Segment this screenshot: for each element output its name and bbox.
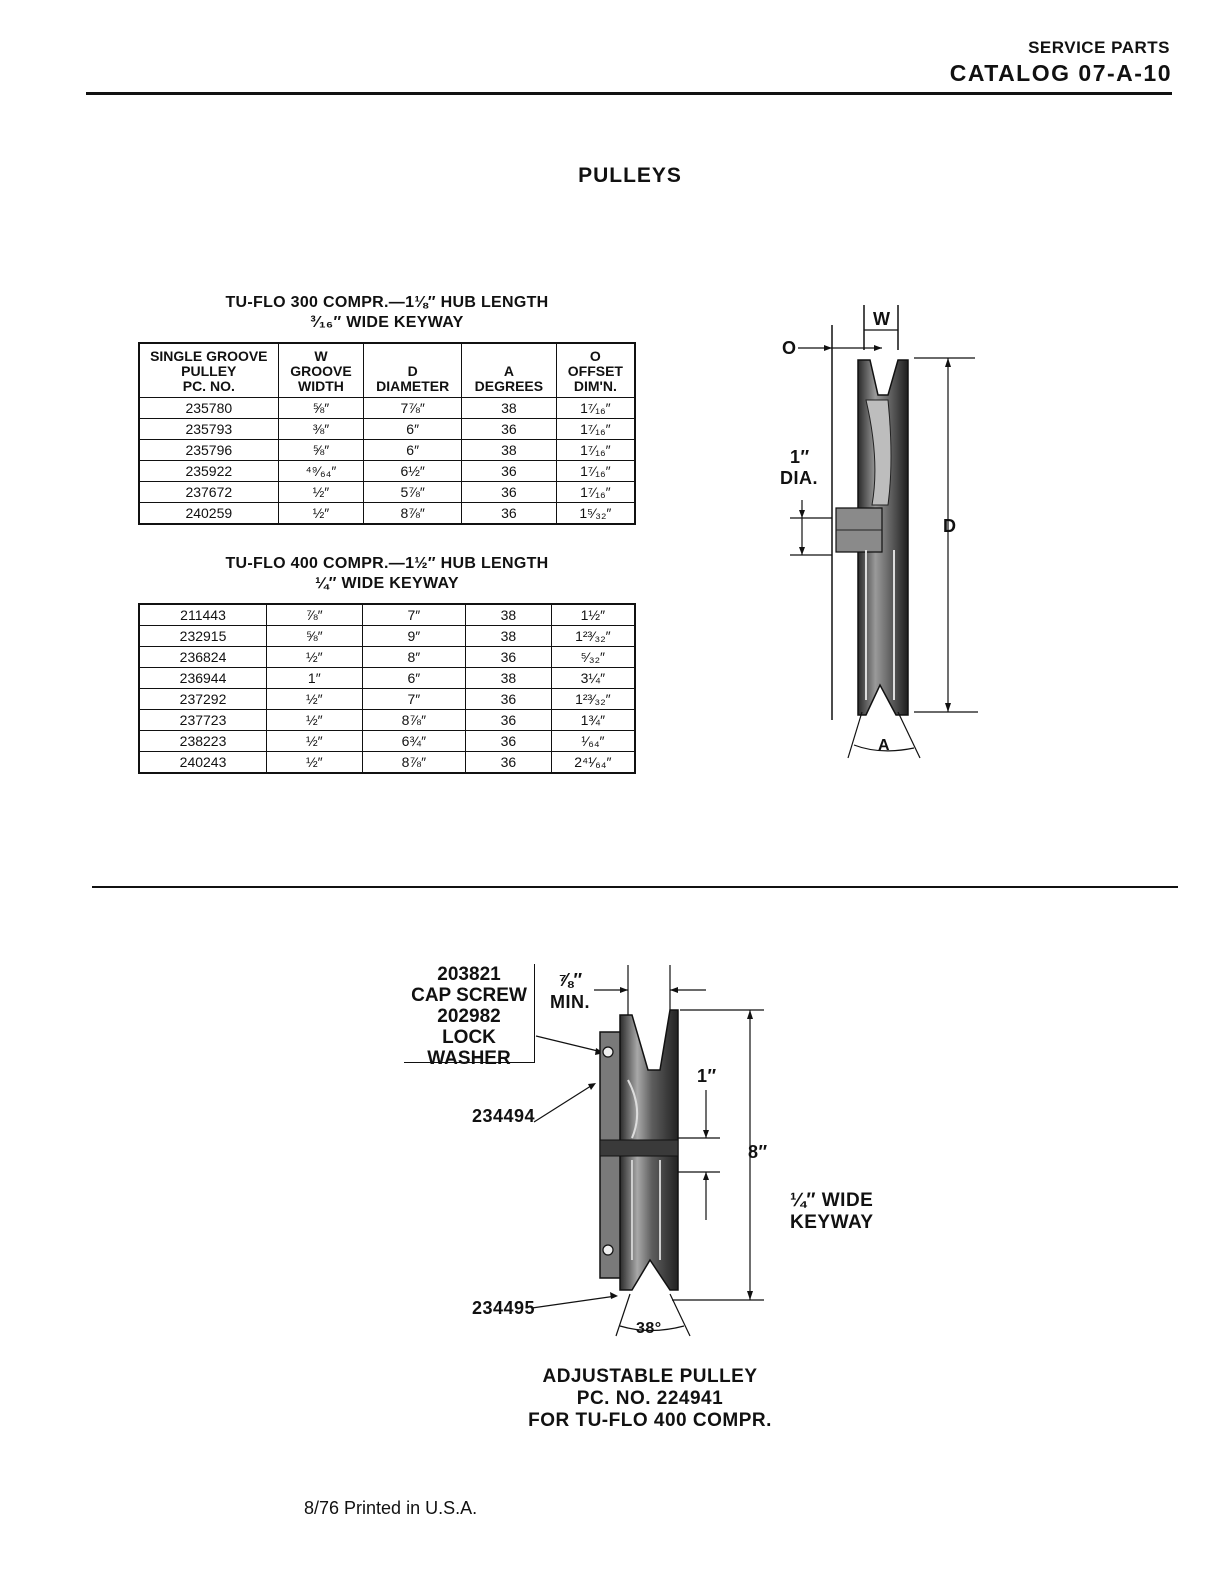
cell-diameter: 5⅞″ <box>364 481 462 502</box>
cell-groove-width: ½″ <box>267 689 363 710</box>
cell-offset: 2⁴¹⁄₆₄″ <box>551 752 635 774</box>
cell-offset: ⁵⁄₃₂″ <box>551 647 635 668</box>
header-groove-width <box>278 343 364 397</box>
cell-groove-width: ⅜″ <box>278 418 364 439</box>
keyway-note-line1: ¼″ WIDE <box>790 1190 874 1211</box>
cell-degrees: 36 <box>462 418 557 439</box>
cell-offset: 1²³⁄₃₂″ <box>551 626 635 647</box>
cell-diameter: 8⅞″ <box>362 710 466 731</box>
tu-flo-300-pulley-table <box>138 342 636 525</box>
cell-groove-width: ½″ <box>267 647 363 668</box>
groove-angle-label: 38° <box>636 1320 662 1337</box>
cell-pc-no: 232915 <box>139 626 267 647</box>
single-groove-pulley-diagram <box>770 300 990 770</box>
header-o-line1: O <box>589 347 601 364</box>
cell-degrees: 38 <box>462 439 557 460</box>
cell-degrees: 38 <box>466 668 552 689</box>
cell-offset: 1²³⁄₃₂″ <box>551 689 635 710</box>
cell-groove-width: ½″ <box>267 752 363 774</box>
cell-pc-no: 237292 <box>139 689 267 710</box>
table2-row <box>139 689 635 710</box>
cell-groove-width: ⁴⁹⁄₆₄″ <box>278 460 364 481</box>
header-w-line1: W <box>314 347 328 364</box>
table1-title <box>138 293 636 333</box>
header-d-line2: D <box>407 362 418 379</box>
cell-pc-no: 240243 <box>139 752 267 774</box>
header-w-line2: GROOVE <box>290 362 352 379</box>
cell-groove-width: ½″ <box>267 731 363 752</box>
cell-degrees: 36 <box>462 460 557 481</box>
cell-offset: 1¾″ <box>551 710 635 731</box>
cell-pc-no: 237723 <box>139 710 267 731</box>
cell-groove-width: ⅝″ <box>278 397 364 418</box>
table2-body <box>139 604 635 773</box>
cell-pc-no: 238223 <box>139 731 267 752</box>
cell-pc-no: 211443 <box>139 604 267 626</box>
w-label: W <box>873 309 891 329</box>
header-pc-no-line1: SINGLE GROOVE <box>150 347 268 364</box>
header-diameter <box>364 343 462 397</box>
caption-line3: FOR TU-FLO 400 COMPR. <box>528 1410 772 1431</box>
table2-row <box>139 731 635 752</box>
cell-diameter: 8″ <box>362 647 466 668</box>
cell-diameter: 7⅞″ <box>364 397 462 418</box>
cell-pc-no: 236944 <box>139 668 267 689</box>
table1-title-line2: ³⁄₁₆″ WIDE KEYWAY <box>310 314 464 331</box>
cell-diameter: 6″ <box>362 668 466 689</box>
cell-degrees: 36 <box>466 710 552 731</box>
table1-row <box>139 481 635 502</box>
table2-row <box>139 710 635 731</box>
cell-groove-width: ½″ <box>278 502 364 524</box>
hub-dia-label: DIA. <box>780 468 818 488</box>
cell-offset: 1⁷⁄₁₆″ <box>556 418 635 439</box>
table1-row <box>139 439 635 460</box>
cap-screw-part-no: 203821 <box>437 964 501 985</box>
cell-groove-width: ⅝″ <box>278 439 364 460</box>
cell-pc-no: 237672 <box>139 481 278 502</box>
cell-diameter: 6¾″ <box>362 731 466 752</box>
cell-degrees: 38 <box>466 604 552 626</box>
a-label: A <box>878 737 891 754</box>
cell-offset: 1⁷⁄₁₆″ <box>556 439 635 460</box>
lock-washer-part-no: 202982 <box>437 1006 501 1027</box>
adjustable-pulley-caption <box>440 1366 860 1432</box>
keyway-note-line2: KEYWAY <box>790 1212 874 1233</box>
part-234494-label: 234494 <box>472 1106 536 1126</box>
cell-pc-no: 235922 <box>139 460 278 481</box>
cell-offset: 3¼″ <box>551 668 635 689</box>
cap-screw-label: CAP SCREW <box>411 985 527 1006</box>
hub-dimension-value: 1″ <box>697 1066 717 1086</box>
page-title: PULLEYS <box>578 164 682 187</box>
cell-degrees: 36 <box>466 752 552 774</box>
header-rule <box>86 92 1172 95</box>
cell-offset: 1½″ <box>551 604 635 626</box>
table1-row <box>139 397 635 418</box>
header-offset <box>556 343 635 397</box>
header-d-line3: DIAMETER <box>376 377 450 394</box>
cell-diameter: 9″ <box>362 626 466 647</box>
cell-offset: 1⁷⁄₁₆″ <box>556 460 635 481</box>
cell-pc-no: 240259 <box>139 502 278 524</box>
cell-degrees: 38 <box>466 626 552 647</box>
cell-diameter: 7″ <box>362 604 466 626</box>
table1-row <box>139 460 635 481</box>
cell-diameter: 6½″ <box>364 460 462 481</box>
cell-groove-width: ⅞″ <box>267 604 363 626</box>
header-a-line3: DEGREES <box>474 377 544 394</box>
d-label: D <box>943 516 957 536</box>
header-degrees <box>462 343 557 397</box>
diameter-value: 8″ <box>748 1142 768 1162</box>
header-pc-no <box>139 343 278 397</box>
adjustable-pulley-diagram <box>520 960 780 1350</box>
header-service-parts: SERVICE PARTS <box>1028 38 1170 57</box>
header-w-line3: WIDTH <box>298 377 344 394</box>
cell-groove-width: ½″ <box>278 481 364 502</box>
cell-diameter: 8⅞″ <box>364 502 462 524</box>
hub-dia-value: 1″ <box>790 447 810 467</box>
cell-diameter: 6″ <box>364 439 462 460</box>
cell-diameter: 7″ <box>362 689 466 710</box>
cell-groove-width: ½″ <box>267 710 363 731</box>
cell-degrees: 36 <box>466 647 552 668</box>
cell-degrees: 38 <box>462 397 557 418</box>
header-catalog-number: CATALOG 07-A-10 <box>949 60 1172 86</box>
cell-offset: 1⁷⁄₁₆″ <box>556 397 635 418</box>
table1-row <box>139 502 635 524</box>
cell-pc-no: 236824 <box>139 647 267 668</box>
section-divider <box>92 886 1178 888</box>
lock-washer-label: LOCK WASHER <box>427 1027 511 1069</box>
table1-body <box>139 397 635 524</box>
print-date-footer: 8/76 Printed in U.S.A. <box>304 1498 478 1518</box>
table2-row <box>139 668 635 689</box>
caption-line2: PC. NO. 224941 <box>576 1388 724 1409</box>
cap-screw-callout <box>404 964 535 1069</box>
cell-offset: 1⁵⁄₃₂″ <box>556 502 635 524</box>
header-o-line2: OFFSET <box>567 362 623 379</box>
header-pc-no-line3: PC. NO. <box>182 377 235 394</box>
tu-flo-400-pulley-table <box>138 603 636 774</box>
table2-title-line1: TU-FLO 400 COMPR.—1½″ HUB LENGTH <box>225 555 549 572</box>
header-a-line2: A <box>503 362 514 379</box>
caption-line1: ADJUSTABLE PULLEY <box>542 1366 758 1387</box>
table2-row <box>139 626 635 647</box>
table2-title-line2: ¼″ WIDE KEYWAY <box>315 575 459 592</box>
cell-groove-width: 1″ <box>267 668 363 689</box>
cell-offset: 1⁷⁄₁₆″ <box>556 481 635 502</box>
table2-title <box>138 554 636 594</box>
cell-degrees: 36 <box>462 502 557 524</box>
cell-pc-no: 235780 <box>139 397 278 418</box>
o-label: O <box>782 338 797 358</box>
cell-pc-no: 235793 <box>139 418 278 439</box>
cell-degrees: 36 <box>466 689 552 710</box>
table2-row <box>139 752 635 774</box>
cell-offset: ¹⁄₆₄″ <box>551 731 635 752</box>
min-label: MIN. <box>550 992 590 1012</box>
table1-title-line1: TU-FLO 300 COMPR.—1⅛″ HUB LENGTH <box>225 294 549 311</box>
min-value: ⅞″ <box>558 970 583 990</box>
header-pc-no-line2: PULLEY <box>181 362 237 379</box>
cell-diameter: 8⅞″ <box>362 752 466 774</box>
part-234495-label: 234495 <box>472 1298 536 1318</box>
table2-row <box>139 604 635 626</box>
table1-row <box>139 418 635 439</box>
cell-degrees: 36 <box>466 731 552 752</box>
keyway-note <box>790 1190 874 1234</box>
cell-degrees: 36 <box>462 481 557 502</box>
table2-row <box>139 647 635 668</box>
header-o-line3: DIM'N. <box>573 377 617 394</box>
cell-groove-width: ⅝″ <box>267 626 363 647</box>
cell-pc-no: 235796 <box>139 439 278 460</box>
cell-diameter: 6″ <box>364 418 462 439</box>
